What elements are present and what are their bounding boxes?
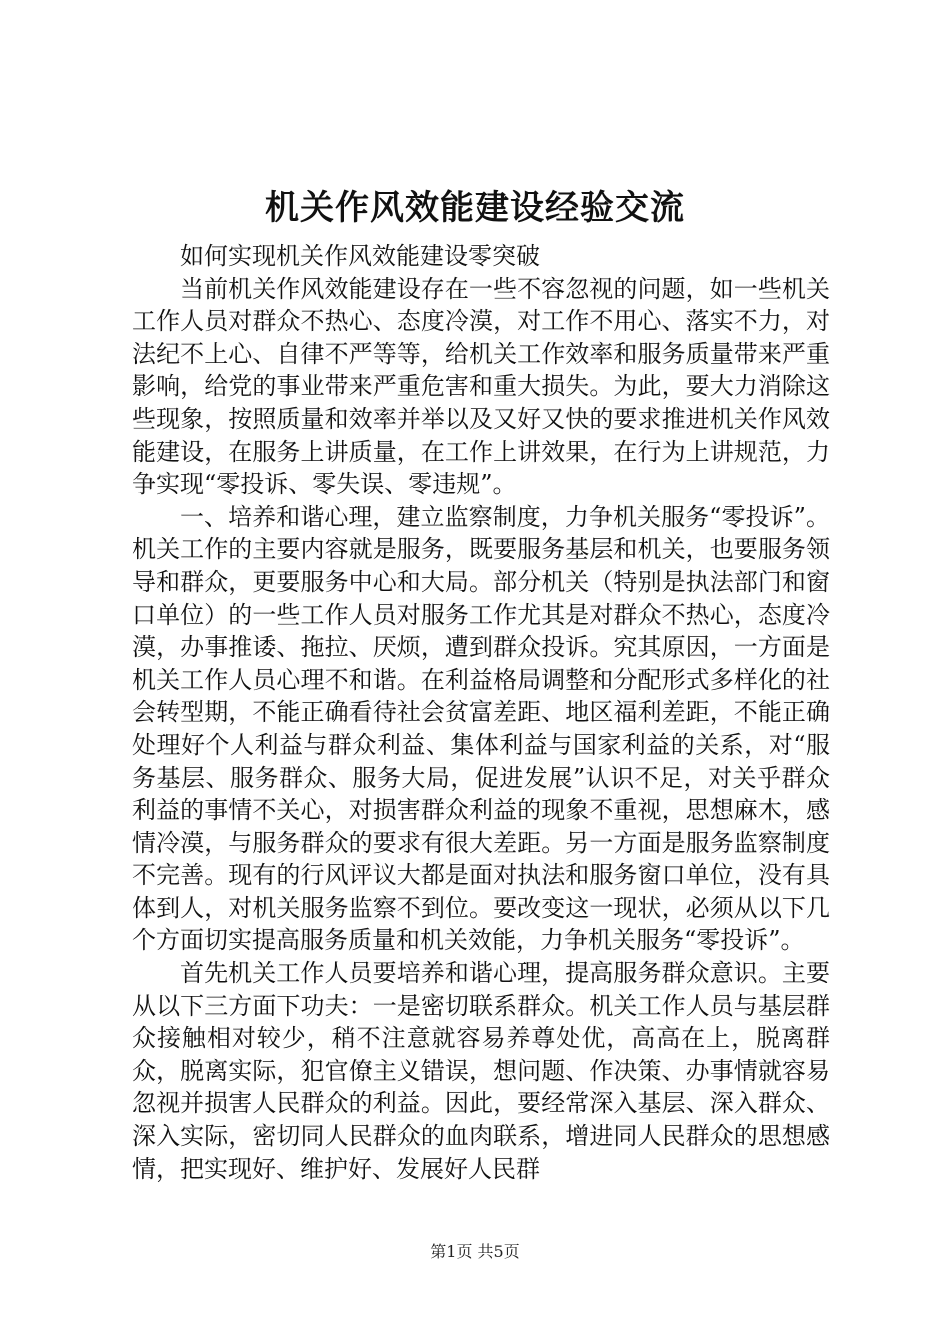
document-body — [132, 240, 830, 1185]
body-paragraph-1: 当前机关作风效能建设存在一些不容忽视的问题，如一些机关工作人员对群众不热心、态度冷漠，对工作不用心、落实不力，对法纪不上心、自律不严等等，给机关工作效率和服务质量带来严重影响，给党的事业带来严重危害和重大损失。为此，要大力消除这些现象，按照质量和效率并举以及又好又快的要求推进机关作风效能建设，在服务上讲质量，在工作上讲效果，在行为上讲规范，力争实现“零投诉、零失误、零违规”。 — [132, 274, 830, 499]
page-footer: 第1页 共5页 — [430, 1242, 520, 1261]
body-paragraph-3: 首先机关工作人员要培养和谐心理，提高服务群众意识。主要从以下三方面下功夫：一是密切联系群众。机关工作人员与基层群众接触相对较少，稍不注意就容易养尊处优，高高在上，脱离群众，脱离实际，犯官僚主义错误，想问题、作决策、办事情就容易忽视并损害人民群众的利益。因此，要经常深入基层、深入群众、深入实际，密切同人民群众的血肉联系，增进同人民群众的思想感情，把实现好、维护好、发展好人民群 — [132, 959, 830, 1183]
body-paragraph-2: 一、培养和谐心理，建立监察制度，力争机关服务“零投诉”。机关工作的主要内容就是服务，既要服务基层和机关，也要服务领导和群众，更要服务中心和大局。部分机关（特别是执法部门和窗口单位）的一些工作人员对服务工作尤其是对群众不热心，态度冷漠，办事推诿、拖拉、厌烦，遭到群众投诉。究其原因，一方面是机关工作人员心理不和谐。在利益格局调整和分配形式多样化的社会转型期，不能正确看待社会贫富差距、地区福利差距，不能正确处理好个人利益与群众利益、集体利益与国家利益的关系，对“服务基层、服务群众、服务大局，促进发展”认识不足，对关乎群众利益的事情不关心，对损害群众利益的现象不重视，思想麻木，感情冷漠，与服务群众的要求有很大差距。另一方面是服务监察制度不完善。现有的行风评议大都是面对执法和服务窗口单位，没有具体到人，对机关服务监察不到位。要改变这一现状，必须从以下几个方面切实提高服务质量和机关效能，力争机关服务“零投诉”。 — [132, 502, 830, 955]
subtitle-paragraph: 如何实现机关作风效能建设零突破 — [180, 242, 540, 270]
document-title: 机关作风效能建设经验交流 — [265, 188, 685, 228]
